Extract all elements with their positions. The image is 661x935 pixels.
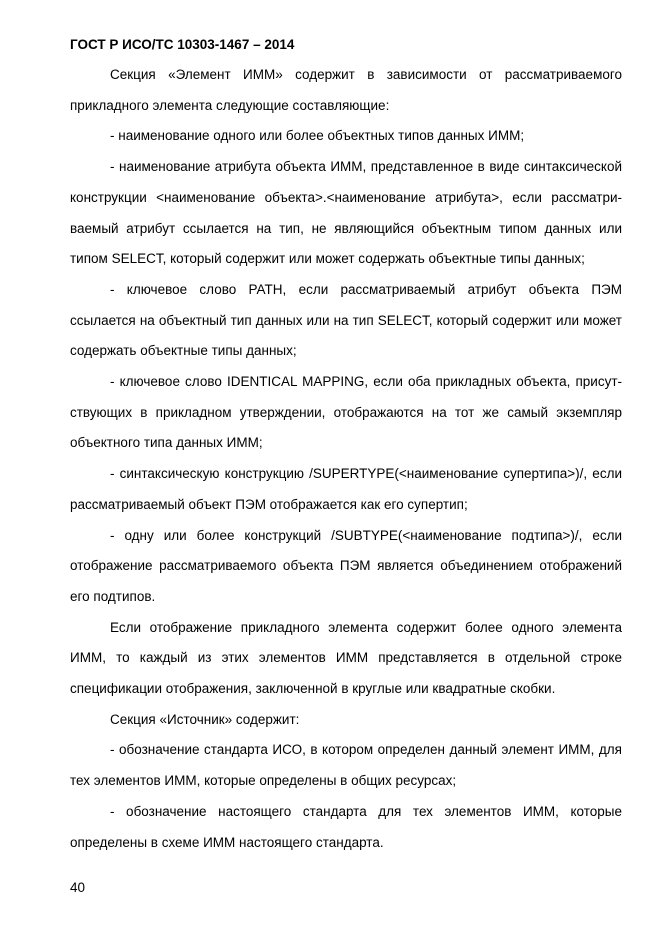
paragraph-multiple-elements: Если отображение прикладного элемента содержит более одного элемента ИММ, то каждый из этих элементов ИММ представляется в отдельной строке спецификации отображения, заключенной в круглые или квадратные скобки. [70, 619, 622, 697]
document-header: ГОСТ Р ИСО/ТС 10303-1467 – 2014 [70, 37, 295, 52]
page-number: 40 [70, 880, 86, 895]
paragraph-mim-section-intro: Секция «Элемент ИММ» содержит в зависимости от рассматриваемого прикладного элемента следующие составляющие: [70, 67, 622, 113]
list-item-path-keyword: - ключевое слово PATH, если рассматриваемый атрибут объекта ПЭМ ссылается на объектный тип данных или на тип SELECT, который содержит или может содержать объектные типы данных; [70, 281, 622, 359]
list-item-entity-types: - наименование одного или более объектных типов данных ИММ; [110, 128, 525, 144]
list-item-iso-standard: - обозначение стандарта ИСО, в котором определен данный элемент ИММ, для тех элементов ИММ, которые определены в общих ресурсах; [70, 742, 622, 789]
document-body [70, 60, 622, 858]
paragraph-source-section: Секция «Источник» содержит: [110, 711, 300, 727]
list-item-supertype: - синтаксическую конструкцию /SUPERTYPE(<наименование супертипа>)/, если рассматриваемый объект ПЭМ отображается как его супертип; [70, 466, 622, 512]
list-item-subtype: - одну или более конструкций /SUBTYPE(<наименование подтипа>)/, если отображение рассматриваемого объекта ПЭМ является объединением отображений его подтипов. [70, 527, 622, 604]
list-item-identical-mapping: - ключевое слово IDENTICAL MAPPING, если оба прикладных объекта, присут-ствующих в прикладном утверждении, отображаются на тот же самый экземпляр объектного типа данных ИММ; [70, 374, 622, 451]
list-item-attribute-name: - наименование атрибута объекта ИММ, представленное в виде синтаксической конструкции <наименование объекта>.<наименование атрибута>, если рассматри-ваемый атрибут ссылается на тип, не являющийся объектным типом данных или типом SELECT, который содержит или может содержать объектные типы данных; [70, 159, 622, 267]
list-item-this-standard: - обозначение настоящего стандарта для тех элементов ИММ, которые определены в схеме ИММ настоящего стандарта. [70, 803, 622, 850]
